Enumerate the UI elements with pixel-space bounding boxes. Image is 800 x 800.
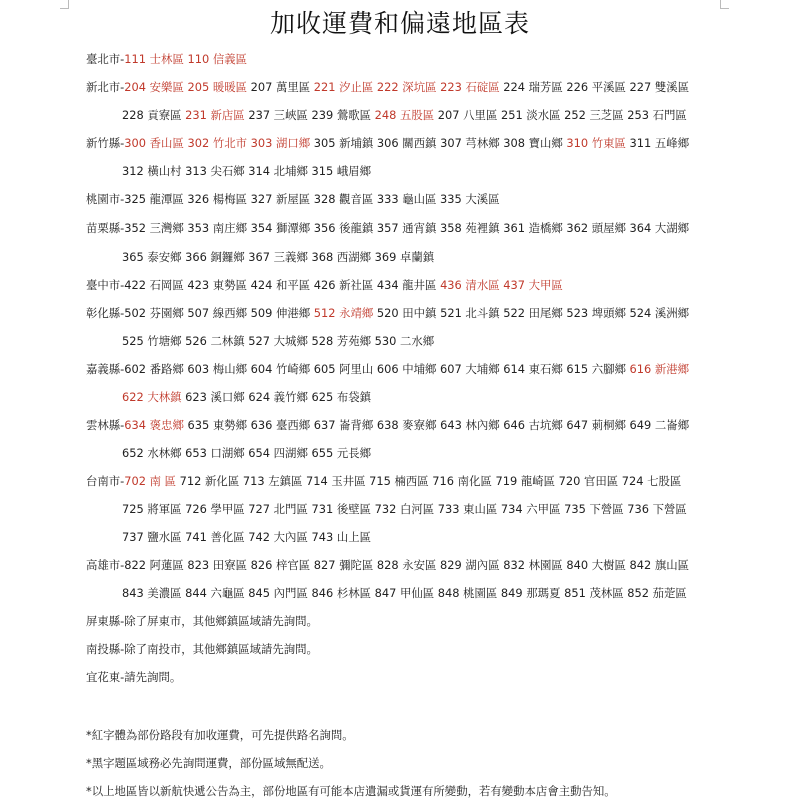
- region-line: [122, 586, 687, 600]
- region-line: [86, 306, 689, 320]
- surcharge-area-text: 248 五股區: [374, 108, 435, 122]
- region-line: [86, 136, 689, 150]
- region-line: [122, 250, 434, 264]
- surcharge-area-text: 622 大林鎮: [122, 390, 182, 404]
- area-text: 彰化縣-502 芬園鄉 507 線西鄉 509 伸港鄉: [86, 306, 314, 320]
- area-text: 臺北市-: [86, 52, 125, 66]
- region-line: [86, 558, 689, 572]
- surcharge-area-text: 204 安樂區 205 暖暖區: [124, 80, 247, 94]
- region-line: [86, 784, 616, 798]
- area-text: 新北市-: [86, 80, 125, 94]
- area-text: *黑字題區域務必先詢問運費，部份區域無配送。: [86, 756, 331, 770]
- surcharge-area-text: 436 清水區 437 大甲區: [440, 278, 563, 292]
- region-line: [86, 728, 354, 742]
- region-line: [86, 52, 247, 66]
- region-line: [86, 642, 318, 656]
- area-text: 屏東縣-除了屏東市，其他鄉鎮區域請先詢問。: [86, 614, 318, 628]
- region-line: [86, 278, 563, 292]
- area-text: *以上地區皆以新航快遞公告為主，部份地區有可能本店遺漏或貨運有所變動，若有變動本店會主動告知。: [86, 784, 616, 798]
- area-text: 737 鹽水區 741 善化區 742 大內區 743 山上區: [122, 530, 371, 544]
- area-text: 207 八里區 251 淡水區 252 三芝區 253 石門區: [434, 108, 687, 122]
- surcharge-area-text: 221 汐止區 222 深坑區 223 石碇區: [313, 80, 500, 94]
- area-text: 臺中市-422 石岡區 423 東勢區 424 和平區 426 新社區 434 龍井區: [86, 278, 441, 292]
- area-text: 宜花東-請先詢問。: [86, 670, 182, 684]
- area-text: 305 新埔鎮 306 關西鎮 307 芎林鄉 308 寶山鄉: [310, 136, 567, 150]
- area-text: 237 三峽區 239 鶯歌區: [244, 108, 375, 122]
- region-line: [86, 670, 181, 684]
- area-text: 新竹縣-: [86, 136, 125, 150]
- area-text: 725 將軍區 726 學甲區 727 北門區 731 後壁區 732 白河區 733 東山區 734 六甲區 735 下營區 736 下營區: [122, 502, 687, 516]
- region-line: [122, 108, 687, 122]
- region-line: [86, 221, 689, 235]
- area-text: 311 五峰鄉: [625, 136, 690, 150]
- region-line: [122, 164, 371, 178]
- area-text: 苗栗縣-352 三灣鄉 353 南庄鄉 354 獅潭鄉 356 後龍鎮 357 通宵鎮 358 苑裡鎮 361 造橋鄉 362 頭屋鄉 364 大湖鄉: [86, 221, 690, 235]
- region-line: [86, 756, 331, 770]
- surcharge-area-text: 300 香山區 302 竹北市 303 湖口鄉: [124, 136, 311, 150]
- surcharge-area-text: 310 竹東區: [566, 136, 626, 150]
- area-text: 台南市-: [86, 474, 125, 488]
- area-text: 高雄市-822 阿蓮區 823 田寮區 826 梓官區 827 彌陀區 828 永安區 829 湖內區 832 林園區 840 大樹區 842 旗山區: [86, 558, 690, 572]
- area-text: 365 泰安鄉 366 銅鑼鄉 367 三義鄉 368 西湖鄉 369 卓蘭鎮: [122, 250, 435, 264]
- area-text: 623 溪口鄉 624 義竹鄉 625 布袋鎮: [181, 390, 372, 404]
- area-text: 桃園市-325 龍潭區 326 楊梅區 327 新屋區 328 觀音區 333 龜山區 335 大溪區: [86, 192, 500, 206]
- surcharge-area-text: 634 褒忠鄉: [124, 418, 184, 432]
- area-text: 843 美濃區 844 六龜區 845 內門區 846 杉林區 847 甲仙區 848 桃園區 849 那瑪夏 851 茂林區 852 茄萣區: [122, 586, 687, 600]
- area-text: 525 竹塘鄉 526 二林鎮 527 大城鄉 528 芳苑鄉 530 二水鄉: [122, 334, 435, 348]
- area-text: *紅字體為部份路段有加收運費，可先提供路名詢問。: [86, 728, 354, 742]
- area-text: 712 新化區 713 左鎮區 714 玉井區 715 楠西區 716 南化區 719 龍崎區 720 官田區 724 七股區: [176, 474, 682, 488]
- region-line: [86, 418, 689, 432]
- region-line: [122, 334, 434, 348]
- region-line: [86, 192, 500, 206]
- surcharge-area-text: 616 新港鄉: [629, 362, 690, 376]
- surcharge-area-text: 231 新店區: [185, 108, 245, 122]
- region-line: [122, 390, 371, 404]
- area-text: 南投縣-除了南投市，其他鄉鎮區域請先詢問。: [86, 642, 318, 656]
- region-line: [86, 614, 318, 628]
- area-text: 207 萬里區: [247, 80, 314, 94]
- surcharge-area-text: 111 士林區 110 信義區: [124, 52, 247, 66]
- area-text: 635 東勢鄉 636 臺西鄉 637 崙背鄉 638 麥寮鄉 643 林內鄉 646 古坑鄉 647 莿桐鄉 649 二崙鄉: [183, 418, 690, 432]
- region-line: [86, 80, 689, 94]
- area-text: 312 橫山村 313 尖石鄉 314 北埔鄉 315 峨眉鄉: [122, 164, 371, 178]
- area-text: 雲林縣-: [86, 418, 125, 432]
- area-text: 228 貢寮區: [122, 108, 186, 122]
- region-line: [122, 502, 687, 516]
- area-text: 652 水林鄉 653 口湖鄉 654 四湖鄉 655 元長鄉: [122, 446, 371, 460]
- surcharge-area-text: 512 永靖鄉: [313, 306, 374, 320]
- area-text: 520 田中鎮 521 北斗鎮 522 田尾鄉 523 埤頭鄉 524 溪洲鄉: [373, 306, 690, 320]
- area-text: 嘉義縣-602 番路鄉 603 梅山鄉 604 竹崎鄉 605 阿里山 606 中埔鄉 607 大埔鄉 614 東石鄉 615 六腳鄉: [86, 362, 630, 376]
- page-title: 加收運費和偏遠地區表: [269, 9, 530, 38]
- region-line: [86, 474, 681, 488]
- region-line: [122, 530, 371, 544]
- region-line: [86, 362, 689, 376]
- region-line: [122, 446, 371, 460]
- area-text: 224 瑞芳區 226 平溪區 227 雙溪區: [499, 80, 690, 94]
- surcharge-area-text: 702 南 區: [124, 474, 177, 488]
